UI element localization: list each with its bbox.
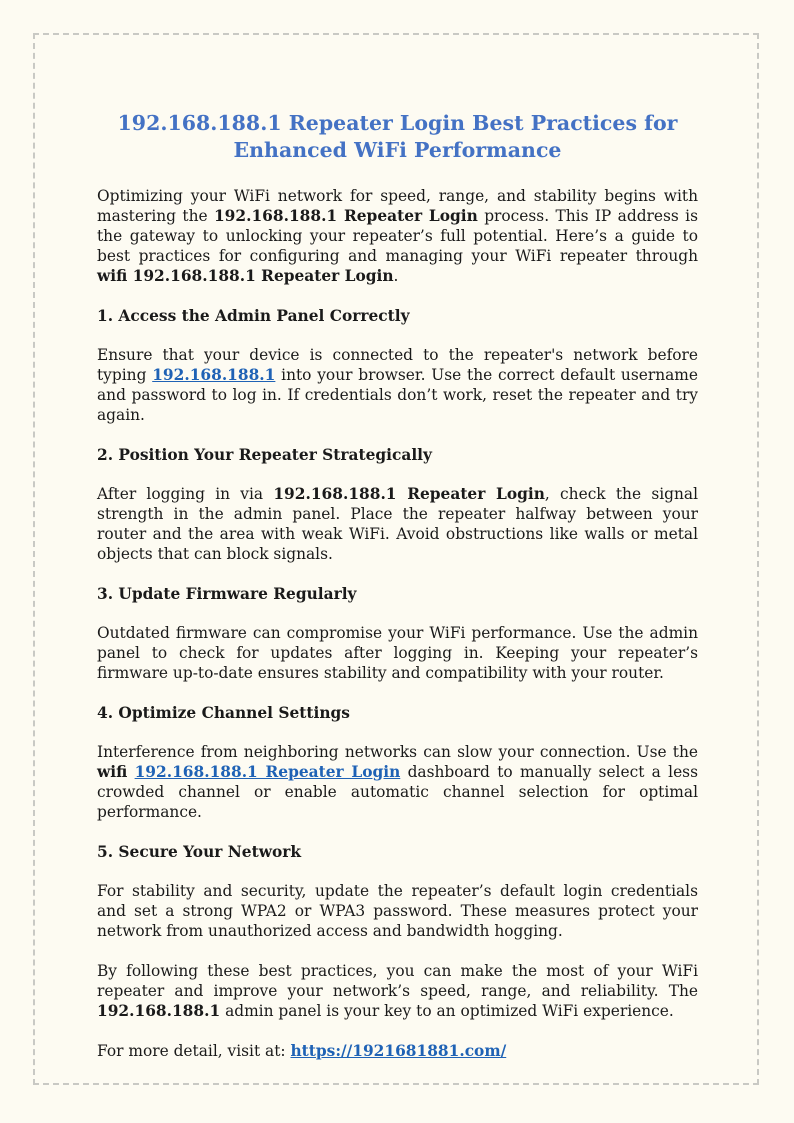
section-1-paragraph <box>97 345 698 425</box>
section-4-heading: 4. Optimize Channel Settings <box>97 704 350 722</box>
intro-bold-1: 192.168.188.1 Repeater Login <box>213 207 478 225</box>
page-title: 192.168.188.1 Repeater Login Best Practices for Enhanced WiFi Performance <box>117 111 678 162</box>
section-5-heading: 5. Secure Your Network <box>97 843 301 861</box>
closing-paragraph <box>97 961 698 1021</box>
intro-text-1: Optimizing your WiFi network for speed, range, and stability begins with mastering the <box>97 187 698 225</box>
section-1-text-1: Ensure that your device is connected to the repeater's network before typing <box>97 346 698 384</box>
closing-text-1: By following these best practices, you can make the most of your WiFi repeater and improve your network’s speed, range, and reliability. The <box>97 962 698 1000</box>
intro-text-2: process. This IP address is the gateway to unlocking your repeater’s full potential. Here’s a guide to best practices for configuring and managing your WiFi repeater through <box>97 207 698 265</box>
website-link[interactable]: https://1921681881.com/ <box>290 1042 507 1060</box>
closing-text-2: admin panel is your key to an optimized WiFi experience. <box>220 1002 674 1020</box>
section-2-heading: 2. Position Your Repeater Strategically <box>97 446 432 464</box>
section-4-bold: wifi <box>97 763 128 781</box>
section-2-text-1: After logging in via <box>97 485 274 503</box>
footer-paragraph <box>97 1041 698 1061</box>
section-4-paragraph <box>97 742 698 822</box>
section-2-bold: 192.168.188.1 Repeater Login <box>273 485 545 503</box>
section-3-heading: 3. Update Firmware Regularly <box>97 585 357 603</box>
intro-paragraph <box>97 186 698 286</box>
footer-label: For more detail, visit at: <box>97 1042 291 1060</box>
section-3-paragraph: Outdated firmware can compromise your WiFi performance. Use the admin panel to check for updates after logging in. Keeping your repeater’s firmware up-to-date ensures stability and compatibility with your router. <box>97 624 698 682</box>
closing-bold: 192.168.188.1 <box>97 1002 221 1020</box>
section-4-text-1: Interference from neighboring networks can slow your connection. Use the <box>97 743 698 761</box>
section-2-text-2: , check the signal strength in the admin panel. Place the repeater halfway between your router and the area with weak WiFi. Avoid obstructions like walls or metal objects that can block signals. <box>97 485 698 563</box>
section-1-text-2: into your browser. Use the correct default username and password to log in. If credentials don’t work, reset the repeater and try again. <box>97 366 698 424</box>
section-1-heading: 1. Access the Admin Panel Correctly <box>97 307 410 325</box>
document-body <box>97 110 698 1061</box>
section-5-paragraph: For stability and security, update the repeater’s default login credentials and set a strong WPA2 or WPA3 password. These measures protect your network from unauthorized access and bandwidth hogging. <box>97 882 698 940</box>
intro-text-3: . <box>393 267 399 285</box>
intro-bold-2: wifi 192.168.188.1 Repeater Login <box>97 267 394 285</box>
section-4-text-2: dashboard to manually select a less crowded channel or enable automatic channel selection for optimal performance. <box>97 763 698 821</box>
section-2-paragraph <box>97 484 698 564</box>
ip-address-link[interactable]: 192.168.188.1 <box>152 366 276 384</box>
repeater-login-link[interactable]: 192.168.188.1 Repeater Login <box>134 763 401 781</box>
